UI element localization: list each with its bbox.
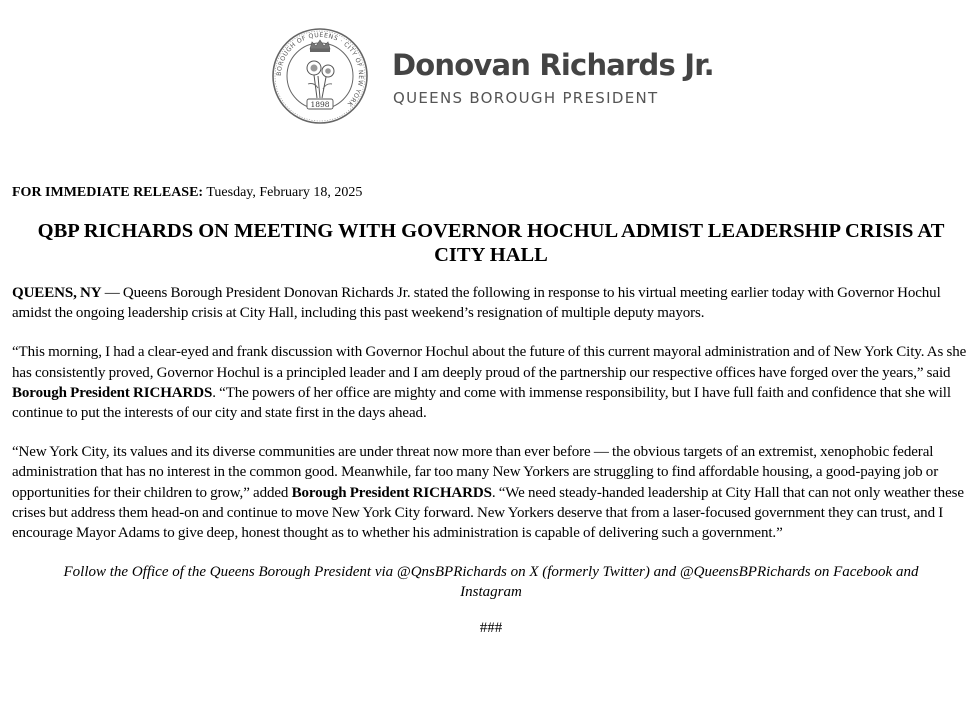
paragraph-3 (12, 442, 970, 543)
press-release-body (12, 183, 970, 637)
paragraph-2-text-before: “This morning, I had a clear-eyed and frank discussion with Governor Hochul about the future of this current mayoral administration and of New York City. As she has consistently proved, Governor Hochul is a principled leader and I am deeply proud of the partnership our respective offices have forged over the years,” said (12, 344, 967, 381)
svg-text:1898: 1898 (310, 100, 330, 109)
paragraph-3-text-before: “New York City, its values and its diverse communities are under threat now more than ever before — the obvious targets of an extremist, xenophobic federal administration that has no interest in the common good. Meanwhile, far too many New Yorkers are struggling to find affordable housing, a good-paying job or opportunities for their children to grow,” added (12, 444, 939, 501)
social-follow-note: Follow the Office of the Queens Borough President via @QnsBPRichards on X (formerly Twitter) and @QueensBPRichards on Facebook and Instagram (63, 564, 919, 601)
official-name: Donovan Richards Jr. (392, 48, 714, 82)
paragraph-2 (12, 342, 970, 423)
paragraph-2-text-after: . “The powers of her office are mighty and come with immense responsibility, but I have full faith and confidence that she will continue to put the interests of our city and state first in the days ahead. (12, 384, 951, 422)
headline: QBP RICHARDS ON MEETING WITH GOVERNOR HOCHUL ADMIST LEADERSHIP CRISIS AT CITY HALL (37, 220, 945, 266)
dateline: QUEENS, NY (12, 285, 102, 301)
borough-seal-icon (270, 26, 370, 126)
paragraph-1-text: — Queens Borough President Donovan Richards Jr. stated the following in response to his virtual meeting earlier today with Governor Hochul amidst the ongoing leadership crisis at City Hall, including this past weekend’s resignation of multiple deputy mayors. (12, 285, 941, 322)
svg-text:BOROUGH OF QUEENS · CITY OF NE: BOROUGH OF QUEENS · CITY OF NEW YORK (275, 31, 365, 108)
end-mark: ### (479, 620, 503, 637)
paragraph-3-text-after: . “We need steady-handed leadership at City Hall that can not only weather these crises but address them head-on and continue to move New York City forward. New Yorkers deserve that from a laser-focused government they can trust, and I encourage Mayor Adams to give deep, honest thought as to whether his administration is capable of delivering such a government.” (12, 484, 964, 542)
paragraph-2-speaker: Borough President RICHARDS (12, 384, 213, 401)
release-date: Tuesday, February 18, 2025 (203, 185, 363, 200)
paragraph-1 (12, 283, 970, 323)
official-title: QUEENS BOROUGH PRESIDENT (393, 89, 659, 107)
release-label: FOR IMMEDIATE RELEASE: (12, 185, 204, 200)
release-line (12, 183, 970, 203)
letterhead (270, 26, 714, 126)
paragraph-3-speaker: Borough President RICHARDS (291, 484, 492, 501)
